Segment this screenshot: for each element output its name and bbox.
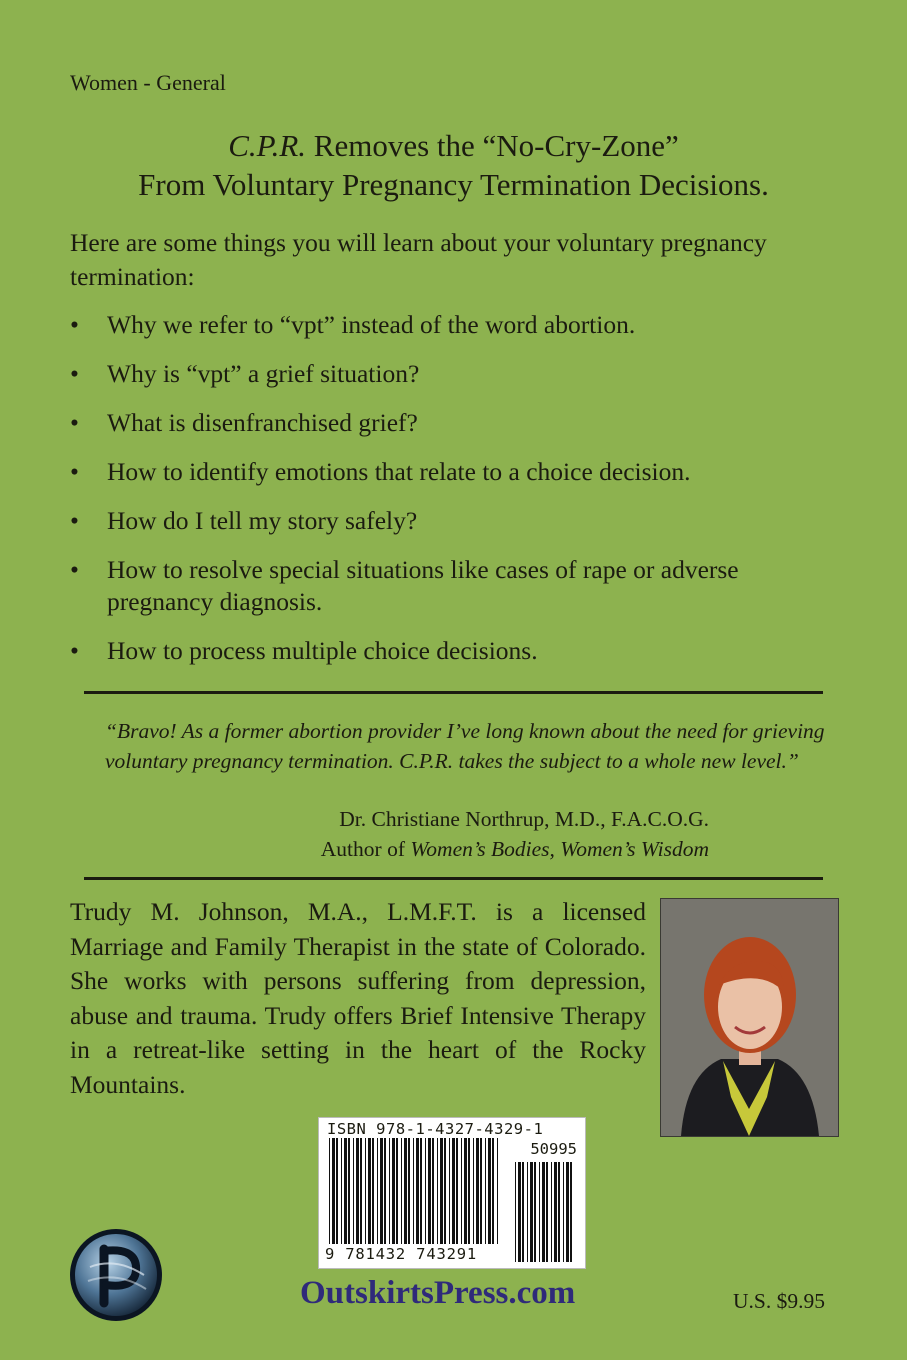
barcode-bar (497, 1138, 498, 1244)
author-photo (660, 898, 839, 1137)
barcode-bar (444, 1138, 446, 1244)
barcode-bar (456, 1138, 458, 1244)
barcode-bar (461, 1138, 462, 1244)
barcode-bar (377, 1138, 378, 1244)
list-item (70, 554, 850, 618)
outskirts-press-logo (68, 1227, 164, 1323)
bullet-icon: • (70, 408, 79, 437)
barcode-bar (356, 1138, 359, 1244)
isbn-barcode-bars (329, 1138, 501, 1244)
barcode-price-code: 50995 (530, 1140, 577, 1158)
barcode-bar (389, 1138, 390, 1244)
endorser-book-title: Women’s Bodies, Women’s Wisdom (410, 837, 709, 861)
intro-text: Here are some things you will learn about your voluntary pregnancy termination: (70, 228, 767, 291)
barcode-bar (336, 1138, 338, 1244)
endorser-name: Dr. Christiane Northrup, M.D., F.A.C.O.G. (339, 807, 709, 831)
barcode-bar (332, 1138, 335, 1244)
isbn-barcode (318, 1117, 586, 1269)
learning-points-list (70, 309, 850, 684)
author-portrait-illustration (661, 899, 838, 1136)
bullet-icon: • (70, 359, 79, 388)
endorsement-quote: “Bravo! As a former abortion provider I’ve long known about the need for grieving voluntary pregnancy termination. C.P.R. takes the subject to a whole new level.” (105, 719, 825, 773)
barcode-bar (329, 1138, 330, 1244)
list-item-text: Why is “vpt” a grief situation? (107, 359, 420, 388)
title-line-1-rest: Removes the “No-Cry-Zone” (306, 128, 679, 163)
publisher-name: OutskirtsPress.com (300, 1275, 576, 1311)
list-item (70, 456, 850, 488)
barcode-bar (408, 1138, 410, 1244)
barcode-bar (558, 1162, 560, 1262)
barcode-bar (530, 1162, 533, 1262)
barcode-bar (416, 1138, 419, 1244)
barcode-bar (360, 1138, 362, 1244)
list-item-text: How to resolve special situations like cases of rape or adverse pregnancy diagnosis. (107, 555, 739, 616)
barcode-bar (570, 1162, 572, 1262)
addon-barcode-bars (515, 1162, 577, 1262)
barcode-bar (437, 1138, 438, 1244)
bullet-icon: • (70, 310, 79, 339)
barcode-bar (518, 1162, 521, 1262)
barcode-bar (384, 1138, 386, 1244)
list-item (70, 309, 850, 341)
isbn-label: ISBN 978-1-4327-4329-1 (327, 1120, 544, 1138)
barcode-bar (485, 1138, 486, 1244)
bullet-icon: • (70, 555, 79, 584)
barcode-bar (527, 1162, 528, 1262)
barcode-bar (546, 1162, 548, 1262)
cover-title (40, 126, 867, 204)
barcode-bar (372, 1138, 374, 1244)
barcode-bar (554, 1162, 557, 1262)
bullet-icon: • (70, 636, 79, 665)
title-line-1 (40, 126, 867, 165)
endorser-credit-prefix: Author of (320, 837, 411, 861)
barcode-bar (468, 1138, 470, 1244)
isbn-digits: 9 781432 743291 (325, 1245, 477, 1263)
list-item (70, 358, 850, 390)
barcode-bar (401, 1138, 402, 1244)
barcode-bar (440, 1138, 443, 1244)
barcode-bar (449, 1138, 450, 1244)
author-bio: Trudy M. Johnson, M.A., L.M.F.T. is a licensed Marriage and Family Therapist in the state of Colorado. She works with persons suffering from depression, abuse and trauma. Trudy offers Brief Intensive Therapy in a retreat-like setting in the heart of the Rocky Mountains. (70, 897, 646, 1099)
barcode-bar (413, 1138, 414, 1244)
barcode-bar (344, 1138, 347, 1244)
barcode-bar (476, 1138, 479, 1244)
barcode-bar (368, 1138, 371, 1244)
barcode-bar (404, 1138, 407, 1244)
publisher-logo-icon (68, 1227, 164, 1323)
title-italic: C.P.R. (228, 128, 307, 163)
barcode-bar (539, 1162, 540, 1262)
divider-top (84, 691, 823, 694)
list-item (70, 407, 850, 439)
barcode-bar (432, 1138, 434, 1244)
list-item (70, 635, 850, 667)
barcode-bar (428, 1138, 431, 1244)
barcode-bar (522, 1162, 524, 1262)
barcode-bar (551, 1162, 552, 1262)
endorsement-attribution (200, 804, 709, 864)
list-item-text: How to identify emotions that relate to a choice decision. (107, 457, 691, 486)
barcode-bar (563, 1162, 564, 1262)
barcode-bar (488, 1138, 491, 1244)
list-item-text: How to process multiple choice decisions. (107, 636, 538, 665)
barcode-bar (452, 1138, 455, 1244)
barcode-bar (353, 1138, 354, 1244)
list-item-text: What is disenfranchised grief? (107, 408, 418, 437)
barcode-bar (420, 1138, 422, 1244)
barcode-bar (464, 1138, 467, 1244)
price-label: U.S. $9.95 (733, 1289, 825, 1313)
barcode-bar (534, 1162, 536, 1262)
barcode-bar (566, 1162, 569, 1262)
barcode-bar (542, 1162, 545, 1262)
title-line-2: From Voluntary Pregnancy Termination Decisions. (138, 167, 769, 202)
barcode-bar (492, 1138, 494, 1244)
barcode-bar (473, 1138, 474, 1244)
bullet-icon: • (70, 506, 79, 535)
barcode-bar (392, 1138, 395, 1244)
barcode-bar (480, 1138, 482, 1244)
list-item (70, 505, 850, 537)
barcode-bar (425, 1138, 426, 1244)
list-item-text: How do I tell my story safely? (107, 506, 418, 535)
barcode-bar (365, 1138, 366, 1244)
barcode-bar (341, 1138, 342, 1244)
bullet-icon: • (70, 457, 79, 486)
barcode-bar (515, 1162, 516, 1262)
barcode-bar (396, 1138, 398, 1244)
endorser-credit (200, 834, 709, 864)
barcode-bar (348, 1138, 350, 1244)
list-item-text: Why we refer to “vpt” instead of the word abortion. (107, 310, 636, 339)
barcode-bar (380, 1138, 383, 1244)
category-label: Women - General (70, 70, 226, 95)
divider-bottom (84, 877, 823, 880)
